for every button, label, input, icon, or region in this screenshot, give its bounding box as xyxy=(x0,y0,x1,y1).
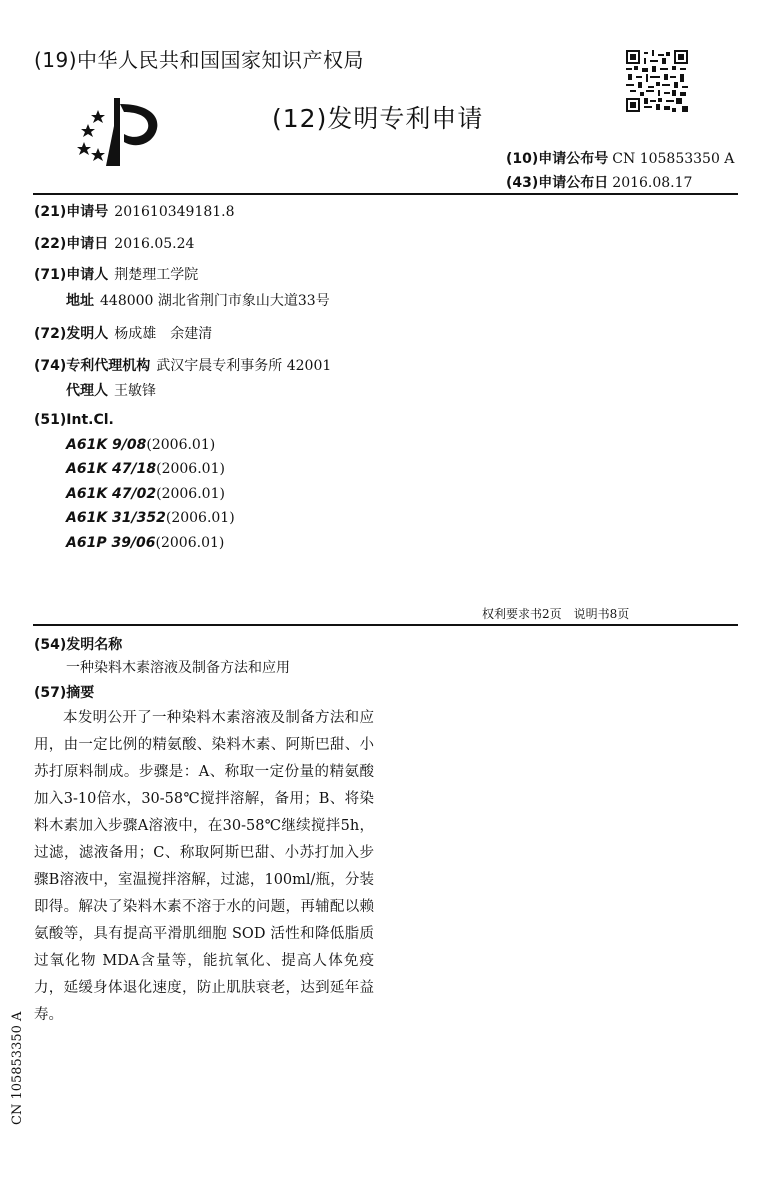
abstract-text: 本发明公开了一种染料木素溶液及制备方法和应用，由一定比例的精氨酸、染料木素、阿斯巴甜、小苏打原料制成。步骤是：A、称取一定份量的精氨酸加入3-10倍水，30-58℃搅拌溶解，备用；B、将染料木素加入步骤A溶液中，在30-58℃继续搅拌5h，过滤，滤液备用；C、称取阿斯巴甜、小苏打加入步骤B溶液中，室温搅拌溶解，过滤，100ml/瓶，分装即得。解决了染料木素不溶于水的问题，再辅配以赖氨酸等，具有提高平滑肌细胞 SOD 活性和降低脂质过氧化物 MDA含量等，能抗氧化、提高人体免疫力，延缓身体退化速度，防止肌肤衰老，达到延年益寿。 xyxy=(34,710,374,1023)
address-label: 地址 xyxy=(66,293,94,309)
application-number xyxy=(34,201,235,221)
agent xyxy=(66,380,156,400)
inventor-value: 杨成雄 余建清 xyxy=(114,326,213,342)
ipc-version: (2006.01) xyxy=(156,486,225,502)
applicant xyxy=(34,264,198,284)
ipc-code: A61K 9/08 xyxy=(66,437,147,453)
invention-title-label: (54)发明名称 xyxy=(34,637,123,653)
publication-date-label: (43)申请公布日 xyxy=(506,175,609,191)
document-type: (12)发明专利申请 xyxy=(272,104,484,133)
ipc-entry xyxy=(66,437,215,453)
publication-date-value: 2016.08.17 xyxy=(612,175,693,191)
side-publication-number: CN 105853350 A xyxy=(10,1011,25,1125)
publication-date xyxy=(506,172,692,192)
agent-label: 代理人 xyxy=(66,383,108,399)
publication-number xyxy=(506,148,734,168)
applicant-value: 荆楚理工学院 xyxy=(114,267,199,283)
application-date xyxy=(34,233,194,253)
office-name: (19)中华人民共和国国家知识产权局 xyxy=(34,48,365,72)
agent-value: 王敏锋 xyxy=(114,383,156,399)
ipc-code: A61P 39/06 xyxy=(66,535,156,551)
patent-agency xyxy=(34,355,331,375)
ipc-code: A61K 47/18 xyxy=(66,461,157,477)
ipc-version: (2006.01) xyxy=(156,461,225,477)
publication-number-label: (10)申请公布号 xyxy=(506,151,609,167)
patent-agency-label: (74)专利代理机构 xyxy=(34,358,151,374)
invention-title: 一种染料木素溶液及制备方法和应用 xyxy=(66,660,290,676)
ipc-code: A61K 47/02 xyxy=(66,486,157,502)
patent-agency-value: 武汉宇晨专利事务所 42001 xyxy=(156,358,332,374)
inventor xyxy=(34,323,212,343)
abstract-divider xyxy=(33,624,738,626)
ipc-version: (2006.01) xyxy=(165,510,235,526)
application-date-label: (22)申请日 xyxy=(34,236,109,252)
qr-code-icon xyxy=(626,50,688,112)
ipc-code: A61K 31/352 xyxy=(66,510,166,526)
int-cl xyxy=(34,412,114,428)
header-divider xyxy=(33,193,738,195)
ipc-entry xyxy=(66,461,225,477)
application-number-label: (21)申请号 xyxy=(34,204,109,220)
ipc-version: (2006.01) xyxy=(146,437,216,453)
ipc-version: (2006.01) xyxy=(155,535,225,551)
ipc-entry xyxy=(66,510,235,526)
cnipa-logo-icon xyxy=(76,96,166,168)
page-count-info: 权利要求书2页 说明书8页 xyxy=(482,607,630,621)
abstract-label: (57)摘要 xyxy=(34,685,95,701)
application-number-value: 201610349181.8 xyxy=(114,204,235,220)
ipc-entry xyxy=(66,535,224,551)
applicant-label: (71)申请人 xyxy=(34,267,109,283)
ipc-entry xyxy=(66,486,225,502)
application-date-value: 2016.05.24 xyxy=(114,236,195,252)
address xyxy=(66,290,330,310)
address-value: 448000 湖北省荆门市象山大道33号 xyxy=(100,293,330,309)
int-cl-label: (51)Int.Cl. xyxy=(34,412,114,428)
publication-number-value: CN 105853350 A xyxy=(612,151,735,167)
inventor-label: (72)发明人 xyxy=(34,326,109,342)
